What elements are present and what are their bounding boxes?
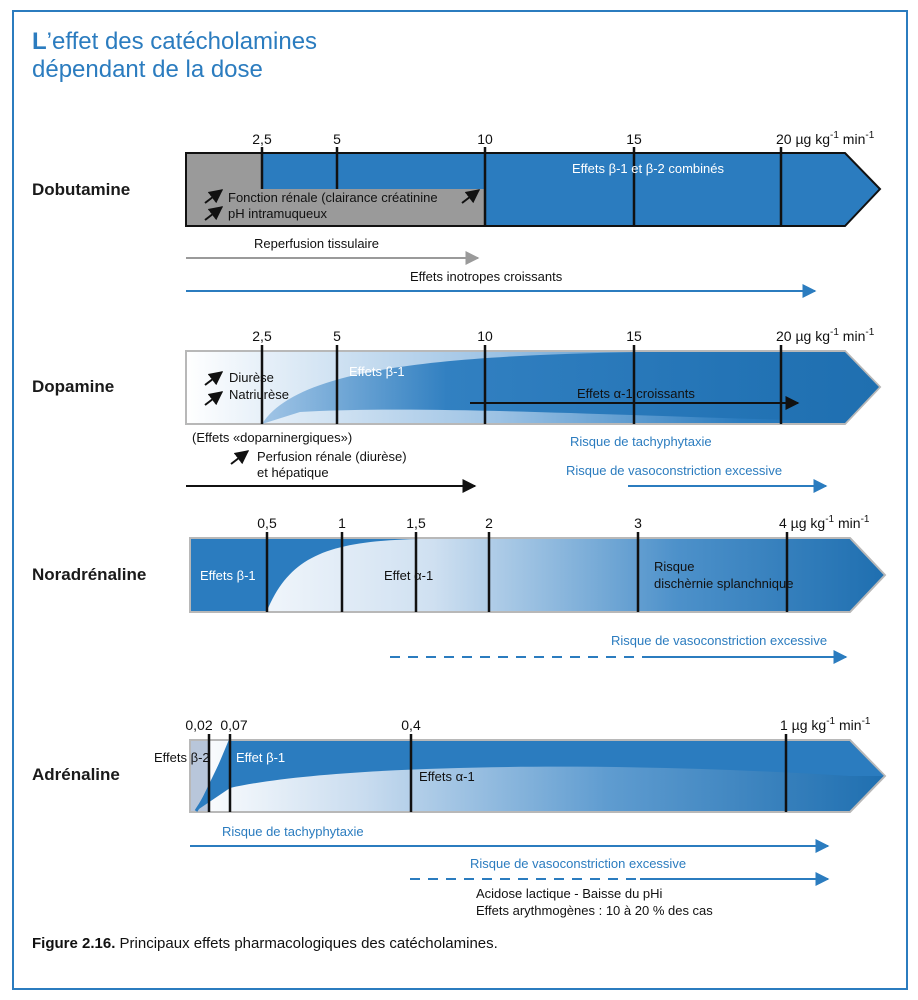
effect-label-perfusion-2: et hépatique (257, 465, 329, 480)
effect-label-natriurese: Natriurèse (229, 387, 289, 402)
effect-label-beta1: Effets β-1 (200, 568, 256, 583)
effect-label-arythmogenes: Effets arythmogènes : 10 à 20 % des cas (476, 903, 713, 918)
effect-label-dopaminergic: (Effets «doparninergiques») (192, 430, 353, 445)
effect-label-diurese: Diurèse (229, 370, 274, 385)
effect-label-tachyphylaxie: Risque de tachyphytaxie (222, 824, 364, 839)
tick-label: 10 (477, 328, 493, 344)
effect-label-vasoconstriction: Risque de vasoconstriction excessive (470, 856, 687, 871)
tick-label: 3 (634, 515, 642, 531)
dobutamine-section (32, 130, 880, 291)
tick-label: 0,02 (185, 717, 213, 733)
tick-label-unit: 20 µg $kg^{-1}$ $\min^{-1}$ (776, 130, 875, 147)
tick-label: 5 (333, 131, 341, 147)
effect-label-alpha1: Effets α-1 (419, 769, 475, 784)
drug-name-dopamine: Dopamine (32, 377, 115, 396)
tick-label-unit: 1 µg $kg^{-1}$ $\min^{-1}$ (780, 716, 871, 733)
drug-name-dobutamine: Dobutamine (32, 180, 131, 199)
tick-label-unit: 4 µg $kg^{-1}$ $\min^{-1}$ (779, 514, 870, 531)
effect-label-tachyphylaxie: Risque de tachyphytaxie (570, 434, 712, 449)
effect-label-acidose: Acidose lactique - Baisse du pHi (476, 886, 663, 901)
figure-title: L’effet des catécholamines (32, 28, 318, 55)
tick-label-unit: 20 µg $kg^{-1}$ $\min^{-1}$ (776, 327, 875, 344)
tick-label: 2 (485, 515, 493, 531)
tick-label: 0,4 (401, 717, 421, 733)
dopamine-section (32, 327, 880, 486)
tick-label: 10 (477, 131, 493, 147)
tick-label: 5 (333, 328, 341, 344)
noradrenaline-section (32, 514, 885, 657)
effect-label-risk: Risque (654, 559, 695, 574)
effect-label-beta1: Effet β-1 (236, 750, 286, 765)
effect-label-ph: pH intramuqueux (228, 206, 327, 221)
adrenaline-section (32, 716, 885, 918)
effect-label-renal: Fonction rénale (clairance créatinine (228, 190, 438, 205)
increase-arrow-icon (231, 451, 248, 464)
tick-label: 0,07 (220, 717, 248, 733)
tick-label: 15 (626, 328, 642, 344)
effect-label-beta2: Effets β-2 (154, 750, 210, 765)
drug-name-noradrenaline: Noradrénaline (32, 565, 147, 584)
effect-label-alpha1: Effet α-1 (384, 568, 434, 583)
effect-label-alpha1: Effets α-1 croissants (577, 386, 695, 401)
effect-label-risk-2: dischèrnie splanchnique (654, 576, 794, 591)
effect-label-beta1: Effets β-1 (349, 364, 405, 379)
figure-title-line2: dépendant de la dose (32, 56, 263, 83)
figure-caption: Figure 2.16. Principaux effets pharmacologiques des catécholamines. (32, 935, 498, 952)
tick-label: 2,5 (252, 131, 272, 147)
drug-name-adrenaline: Adrénaline (32, 765, 120, 784)
tick-label: 2,5 (252, 328, 272, 344)
effect-label-perfusion: Perfusion rénale (diurèse) (257, 449, 407, 464)
tick-label: 1 (338, 515, 346, 531)
effect-label-inotropes: Effets inotropes croissants (410, 269, 563, 284)
effect-label-vasoconstriction: Risque de vasoconstriction excessive (611, 633, 828, 648)
tick-label: 1,5 (406, 515, 426, 531)
effect-label-vasoconstriction: Risque de vasoconstriction excessive (566, 463, 783, 478)
tick-label: 15 (626, 131, 642, 147)
tick-label: 0,5 (257, 515, 277, 531)
effect-label-combined: Effets β-1 et β-2 combinés (572, 161, 725, 176)
effect-label-reperfusion: Reperfusion tissulaire (254, 236, 380, 251)
